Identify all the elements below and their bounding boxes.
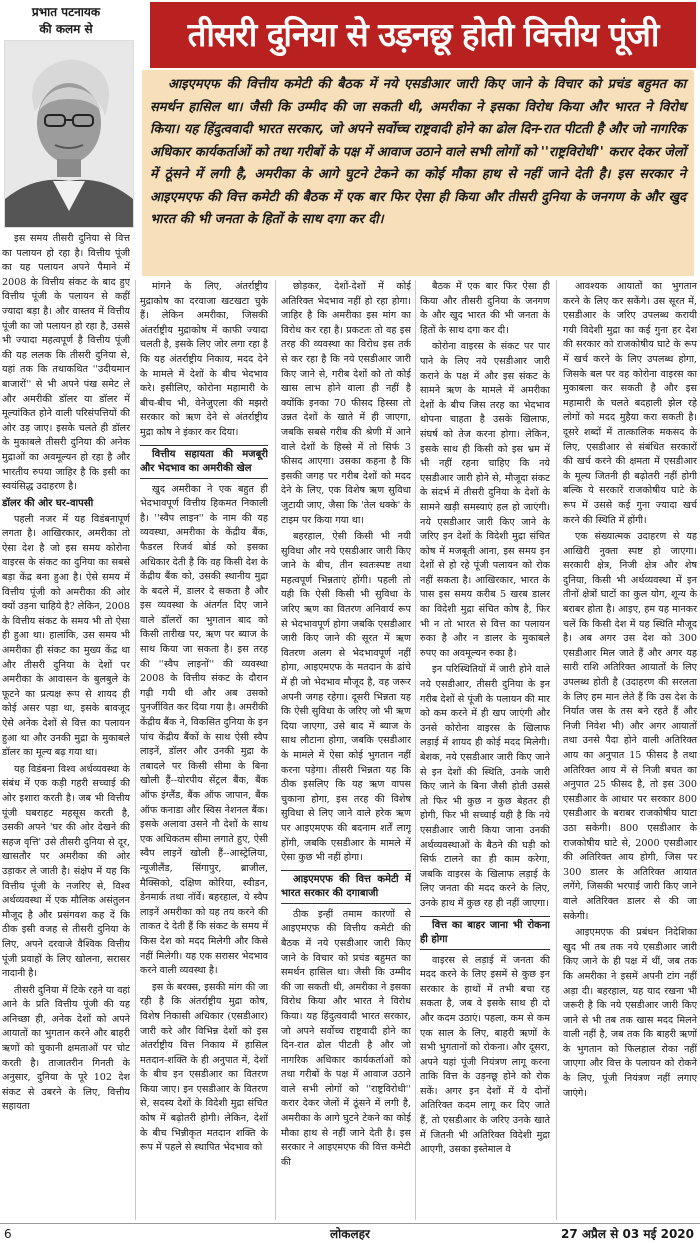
author-portrait-image xyxy=(5,41,133,227)
paragraph: बैठक में एक बार फिर ऐसा ही किया और तीसरी दुनिया के जनगण के और खुद भारत की भी जनता के हितों के साथ दगा कर दी। xyxy=(420,281,550,336)
paragraph: आवश्यक आयातों का भुगतान करने के लिए कर सकेंगे। उस सूरत में, एसडीआर के जरिए उपलब्ध करायी गयी विदेशी मुद्रा का कई गुना हर देश की सरकार को राजकोषीय घाटे के रूप में खर्च करने के लिए उपलब्ध होगा, जिसके बल पर वह कोरोना वाइरस का मुकाबला कर सकती है और इस महामारी के चलते बदहाली झेल रहे लोगों को मदद मुहैया करा सकती है। दूसरे शब्दों में तात्कालिक मकसद के लिए, एसडीआर से संबंधित सरकारों की खर्च करने की क्षमता में एसडीआर के मूल्य जितनी ही बढ़ोतरी नहीं होगी बल्कि ये सरकारें राजकोषीय घाटे के रूप में उससे कई गुना ज्यादा खर्च करने की स्थिति में होंगी। xyxy=(563,281,697,526)
column-rule xyxy=(275,280,276,1220)
subheading: वित्त का बाहर जाना भी रोकना ही होगा xyxy=(420,916,550,950)
author-photo xyxy=(4,40,134,228)
paragraph: ठीक इन्हीं तमाम कारणों से आइएमएफ की वित्तीय कमेटी की बैठक में नये एसडीआर जारी किए जाने के विचार को प्रचंड बहुमत का समर्थन हासिल था। जैसी कि उम्मीद की जा सकती थी, अमरीका ने इसका विरोध किया और भारत ने विरोध किया। यह हिंदुत्ववादी भारत सरकार, जो अपने सर्वोच्च राष्ट्रवादी होने का दिन-रात ढोल पीटती है और जो नागरिक अधिकार कार्यकर्ताओं को तथा गरीबों के पक्ष में आवाज उठाने वाले सभी लोगों को ''राष्ट्रविरोधी'' करार देकर जेलों में ठूंसने में लगी है, अमरीका के आगे घुटने टेकने का कोई मौका हाथ से नहीं जाने देती है। इस सरकार ने आइएमएफ की वित्त कमेटी की xyxy=(281,908,411,1168)
column-rule xyxy=(135,280,136,1220)
paragraph: पहली नजर में यह विडंबनापूर्ण लगता है। आखिरकार, अमरीका तो ऐसा देश है जो इस समय कोरोना वाइरस के संकट का दुनिया का सबसे बड़ा केंद्र बना हुआ है। ऐसे समय में वित्तीय पूंजी को अमरीका की ओर क्यों उड़ना चाहिये है? लेकिन, 2008 के वित्तीय संकट के समय भी तो ऐसा ही हुआ था। हालांकि, उस समय भी अमरीका ही संकट का मुख्य केंद्र था और तीसरी दुनिया के देशों पर अमरीका के आवासन के बुलबुले के फूटने का प्रत्यक्ष रूप से शायद ही कोई असर पड़ा था, इसके बावजूद ऐसे अनेक देशों से वित्त का पलायन हुआ था और उनकी मुद्रा के मुकाबले डॉलर का मूल्य बढ़ गया था। xyxy=(2,513,130,759)
article-column-1 xyxy=(2,232,130,1222)
paragraph: इस के बरक्स, इसकी मांग की जा रही है कि अंतर्राष्ट्रीय मुद्रा कोष, विशेष निकासी अधिकार (एसडीआर) जारी करे और विभिन्न देशों को इस अंतर्राष्ट्रीय वित्त निकाय में हासिल मतदान-शक्ति के ही अनुपात में, देशों के बीच इन एसडीआर का वितरण किया जाए। इन एसडीआर के वितरण से, सदस्य देशों के विदेशी मुद्रा संचित कोष में बढ़ोतरी होगी। लेकिन, देशों के बीच भिन्नीकृत मतदान शक्ति के रूप में पहले से स्थापित भेदभाव को xyxy=(140,981,268,1154)
article-column-2 xyxy=(140,280,268,1222)
paragraph: तीसरी दुनिया में टिके रहने या वहां आने के प्रति वित्तीय पूंजी की यह अनिच्छा ही, अनेक देशों को अपने आयातों का भुगतान करने और बाहरी ऋणों को चुकानी क्षमताओं पर चोट करती है। ताजातरीन गिनती के अनुसार, दुनिया के पूरे 102 देश संकट से उबरने के लिए, वित्तीय सहायता xyxy=(2,984,130,1113)
headline: तीसरी दुनिया से उड़नछू होती वित्तीय पूंजी xyxy=(150,2,696,68)
intro-text: आइएमएफ की वित्तीय कमेटी की बैठक में नये एसडीआर जारी किए जाने के विचार को प्रचंड बहुमत का समर्थन हासिल था। जैसी कि उम्मीद की जा सकती थी, अमरीका ने इसका विरोध किया और भारत ने विरोध किया। यह हिंदुत्ववादी भारत सरकार, जो अपने सर्वोच्च राष्ट्रवादी होने का ढोल दिन-रात पीटती है और जो नागरिक अधिकार कार्यकर्ताओं को तथा गरीबों के पक्ष में आवाज उठाने वाले सभी लोगों को ''राष्ट्रविरोधी'' करार देकर जेलों में ठूंसने में लगी है, अमरीका के आगे घुटने टेकने का कोई मौका हाथ से नहीं जाने देती है। इस सरकार ने आइएमएफ की वित्त कमेटी की बैठक में एक बार फिर ऐसा ही किया और तीसरी दुनिया के जनगण के और खुद भारत की भी जनता के हितों के साथ दगा कर दी। xyxy=(150,77,686,227)
intro-pullquote xyxy=(142,70,694,276)
paragraph: आइएमएफ की प्रबंधन निदेशिका खुद भी तब तक नये एसडीआर जारी किए जाने के ही पक्ष में थीं, जब तक कि अमरीका ने इसमें अपनी टांग नहीं अड़ा दी। बहरहाल, यह याद रखना भी जरूरी है कि नये एसडीआर जारी किए जाने से भी तब तक खास मदद मिलने वाली नहीं है, जब तक कि बाहरी ऋणों के भुगतान को फिलहाल रोका नहीं जाएगा और वित्त के पलायन को रोकने के लिए, पूंजी नियंत्रण नहीं लगाए जाएंगे। xyxy=(563,927,697,1099)
author-name: प्रभात पटनायक xyxy=(31,5,101,19)
paragraph: वाइरस से लड़ाई में जनता की मदद करने के लिए इसमें से कुछ इन सरकार के हाथों में तभी बचा रह सकता है, जब वे इसके साथ ही दो और कदम उठाएं। पहला, कम से कम एक साल के लिए, बाहरी ऋणों के सभी भुगतानों को रोकना। और दूसरा, अपने यहां पूंजी नियंत्रण लागू करना ताकि वित्त के उड़नछू होने को रोक सकें। अगर इन देशों में ये दोनों अतिरिक्त कदम लागू कर दिए जाते हैं, तो एसडीआर के जरिए उनके खाते में जितनी भी अतिरिक्त विदेशी मुद्रा आएगी, उसका इस्तेमाल वे xyxy=(420,954,550,1156)
byline xyxy=(6,4,126,38)
subheading: आइएमएफ की वित्त कमेटी में भारत सरकार की दगाबाजी xyxy=(281,870,411,904)
byline-tagline: की कलम से xyxy=(39,22,93,36)
article-column-3 xyxy=(281,280,411,1222)
paragraph: कोरोना वाइरस के संकट पर पार पाने के लिए नये एसडीआर जारी कराने के पक्ष में और इस संकट के सामने ऋण के मामले में अमरीका देशों के बीच जिस तरह का भेदभाव थोपना चाहता है उसके खिलाफ, संघर्ष को तेज करना होगा। लेकिन, इसके साथ ही किसी को इस भ्रम में भी नहीं रहना चाहिए कि नये एसडीआर जारी होने से, मौजूदा संकट के संदर्भ में तीसरी दुनिया के देशों के सामने खड़ी समस्याएं हल हो जाएंगी। नये एसडीआर जारी किए जाने के जरिए इन देशों के विदेशी मुद्रा संचित कोष में मजबूती आना, इस समय इन देशों से हो रहे पूंजी पलायन को रोक नहीं सकता है। आखिरकार, भारत के पास इस समय करीब 5 खरब डालर का विदेशी मुद्रा संचित कोष है, फिर भी न तो भारत से वित्त का पलायन रुका है और न डालर के मुकाबले रुपए का अवमूल्यन रुका है। xyxy=(420,341,550,659)
subheading: वित्तीय सहायता की मजबूरी और भेदभाव का अमरीकी खेल xyxy=(140,445,268,479)
paragraph: छोड़कर, देशों-देशों में कोई अतिरिक्त भेदभाव नहीं हो रहा होगा। जाहिर है कि अमरीका इस मांग का विरोध कर रहा है। प्रकटतः तो वह इस तरह की व्यवस्था का विरोध इस तर्क से कर रहा है कि नये एसडीआर जारी किए जाने से, गरीब देशों को तो कोई खास लाभ होने वाला ही नहीं है क्योंकि इनका 70 फीसद हिस्सा तो उन्नत देशों के खाते में ही जाएगा, जबकि सबसे गरीब की श्रेणी में आने वाले देशों के हिस्से में तो सिर्फ 3 फीसद आएगा। उसका कहना है कि इसकी जगह पर गरीब देशों को मदद देने के लिए, एक विशेष ऋण सुविधा जुटायी जाए, जैसा कि 'तेल धक्के' के टाइम पर किया गया था। xyxy=(281,281,411,526)
paragraph: बहरहाल, ऐसी किसी भी नयी सुविधा और नये एसडीआर जारी किए जाने के बीच, तीन स्वतःस्पष्ट तथा महत्वपूर्ण भिन्नताएं होंगी। पहली तो यही कि ऐसी किसी भी सुविधा के जरिए ऋण का वितरण अनिवार्य रूप से भेदभावपूर्ण होगा जबकि एसडीआर जारी किए जाने की सूरत में ऋण वितरण अलग से भेदभावपूर्ण नहीं होगा, आइएमएफ के मतदान के ढांचे में ही जो भेदभाव मौजूद है, वह जरूर अपनी जगह रहेगा। दूसरी भिन्नता यह कि ऐसी सुविधा के जरिए जो भी ऋण दिया जाएगा, उसे बाद में ब्याज के साथ लौटाना होगा, जबकि एसडीआर के मामले में ऐसा कोई भुगतान नहीं करना पड़ेगा। तीसरी भिन्नता यह कि ठीक इसलिए कि यह ऋण वापस चुकाना होगा, इस तरह की विशेष सुविधा से लिए जाने वाले हरेक ऋण पर आइएमएफ की बदनाम शर्तें लागू होंगी, जबकि एसडीआर के मामले में ऐसा कुछ भी नहीं होगा। xyxy=(281,531,411,864)
article-column-4 xyxy=(420,280,550,1222)
subheading: डॉलर की ओर घर-वापसी xyxy=(2,497,94,509)
paragraph: एक संख्यात्मक उदाहरण से यह आखिरी नुक्ता स्पष्ट हो जाएगा। सरकारी क्षेत्र, निजी क्षेत्र और शेष दुनिया, किसी भी अर्थव्यवस्था में इन तीनों क्षेत्रों घाटों का कुल योग, शून्य के बराबर होता है। आइए, हम यह मानकर चलें कि किसी देश में यह स्थिति मौजूद है। अब अगर उस देश को 300 एसडीआर मिल जाते हैं और अगर यह सारी राशि अतिरिक्त आयातों के लिए उपलब्ध होती है (उदाहरण की सरलता के लिए हम मान लेते हैं कि उस देश के निर्यात जस के तस बने रहते हैं और निजी निवेश भी) और अगर आयातों तथा उनसे पैदा होने वाली अतिरिक्त आय का अनुपात 15 फीसद है तथा अतिरिक्त आय में से निजी बचत का अनुपात 25 फीसद है, तो इस 300 एसडीआर के आधार पर सरकार 800 एसडीआर के बराबर राजकोषीय घाटा उठा सकेगी। 800 एसडीआर के राजकोषीय घाटे से, 2000 एसडीआर की अतिरिक्त आय होगी, जिस पर 300 डालर के अतिरिक्त आयात लगेंगे, जिसकी भरपाई जारी किए जाने वाले अतिरिक्त डालर से की जा सकेगी। xyxy=(563,531,697,922)
issue-date: 27 अप्रैल से 03 मई 2020 xyxy=(561,1227,694,1241)
column-rule xyxy=(415,280,416,1220)
article-column-5 xyxy=(563,280,697,1222)
paragraph: इस समय तीसरी दुनिया से वित्त का पलायन हो रहा है। वित्तीय पूंजी का यह पलायन अपने पैमाने में 2008 के वित्तीय संकट के बाद हुए वित्तीय पूंजी के पलायन से कहीं ज्यादा बड़ा है। और वास्तव में वित्तीय पूंजी का जो पलायन हो रहा है, उससे भी ज्यादा महत्वपूर्ण है वित्तीय पूंजी की यह ललक कि तीसरी दुनिया से, यहां तक कि तथाकथित ''उदीयमान बाजारों'' से भी अपने पंख समेट ले और अमरीकी डॉलर या डॉलर में मूल्यांकित होने वाली परिसंपत्तियों की ओर उड़ जाए। इसके चलते ही डॉलर के मुकाबले तीसरी दुनिया की अनेक मुद्राओं का अवमूल्यन हो रहा है और भारतीय रुपया जाहिर है कि इसी का स्वयंसिद्ध उदाहरण है। xyxy=(2,233,130,493)
paragraph: यह विडंबना विश्व अर्थव्यवस्था के संबंध में एक कड़ी गहरी सच्चाई की ओर इशारा करती है। जब भी वित्तीय पूंजी घबराहट महसूस करती है, उसकी अपने 'घर की ओर देखने की सहज वृत्ति' उसे तीसरी दुनिया से दूर, खासतौर पर अमरीका की ओर उड़ाकर ले जाती है। संक्षेप में यह कि वित्तीय पूंजी के नजरिए से, विश्व अर्थव्यवस्था में एक मौलिक असंतुलन मौजूद है और प्रसंगवश कह दें कि ठीक इसी वजह से तीसरी दुनिया के लिए, अपने दरवाजे वैश्विक वित्तीय पूंजी प्रवाहों के लिए खोलना, सरासर नादानी है। xyxy=(2,763,130,980)
paragraph: इन परिस्थितियों में जारी होने वाले नये एसडीआर, तीसरी दुनिया के इन गरीब देशों से पूंजी के पलायन की मार को कम करने में ही खप जाएंगी और उनसे कोरोना वाइरस के खिलाफ लड़ाई में शायद ही कोई मदद मिलेगी। बेशक, नये एसडीआर जारी किए जाने से इन देशों की स्थिति, उनके जारी किए जाने के बिना जैसी होती उससे तो फिर भी कुछ न कुछ बेहतर ही होगी, फिर भी सच्चाई यही है कि नये एसडीआर जारी किया जाना उनकी अर्थव्यवस्थाओं के बैठने की घड़ी को सिर्फ टालने का ही काम करेगा, जबकि वाइरस के खिलाफ लड़ाई के लिए जनता की मदद करने के लिए, उनके हाथ में कुछ रह ही नहीं जाएगा। xyxy=(420,664,550,909)
publication-name: लोकलहर xyxy=(330,1227,370,1241)
paragraph: मांगने के लिए, अंतर्राष्ट्रीय मुद्राकोष का दरवाजा खटखटा चुके हैं। लेकिन अमरीका, जिसकी अंतर्राष्ट्रीय मुद्राकोष में काफी ज्यादा चलती है, इसके लिए जोर लगा रहा है कि यह अंतर्राष्ट्रीय निकाय, मदद देने के मामले में देशों के बीच भेदभाव करे। इसीलिए, कोरोना महामारी के बीच-बीच भी, वेनेजुएला की मझरो सरकार को ऋण देने से अंतर्राष्ट्रीय मुद्रा कोष ने इंकार कर दिया। xyxy=(140,281,268,438)
page-number: 6 xyxy=(4,1227,12,1241)
paragraph: खुद अमरीका ने एक बहुत ही भेदभावपूर्ण वित्तीय हिकमत निकाली है। ''स्वैप लाइन'' के नाम की यह व्यवस्था, अमरीका के केंद्रीय बैंक, फैडरल रिजर्व बोर्ड को इसका अधिकार देती है कि वह किसी देश के केंद्रीय बैंक को, उसकी स्थानीय मुद्रा के बदले में, डालर दे सकता है और इस व्यवस्था के अंतर्गत दिए जाने वाले डॉलरों का भुगतान बाद को किसी तारीख पर, ऋण पर ब्याज के साथ किया जा सकता है। इस तरह की ''स्वैप लाइनों'' की व्यवस्था 2008 के वित्तीय संकट के दौरान गढ़ी गयी थी और अब उसको पुनर्जीवित कर दिया गया है। अमरीकी केंद्रीय बैंक ने, विकसित दुनिया के इन पांच केंद्रीय बैंकों के साथ ऐसी स्वैप लाइनें, डॉलर और उनकी मुद्रा के तबादले पर किसी सीमा के बिना खोली हैं--योरपीय सेंट्रल बैंक, बैंक ऑफ इंग्लैंड, बैंक ऑफ जापान, बैंक ऑफ कनाडा और स्विस नेशनल बैंक। इसके अलावा उसने नौ देशों के साथ एक अधिकतम सीमा लगाते हुए, ऐसी स्वैप लाइनें खोली हैं--आस्ट्रेलिया, न्यूजीलैंड, सिंगापुर, ब्राजील, मैक्सिको, दक्षिण कोरिया, स्वीडन, डेनमार्क तथा नॉर्वे। बहरहाल, ये स्वैप लाइनें अमरीका को यह तय करने की ताकत दे देती हैं कि संकट के समय में किस देश को मदद मिलेगी और किसे नहीं मिलेगी। यह एक सरासर भेदभाव करने वाली व्यवस्था है। xyxy=(140,483,268,977)
page-footer xyxy=(0,1223,700,1243)
column-rule xyxy=(556,280,557,1220)
